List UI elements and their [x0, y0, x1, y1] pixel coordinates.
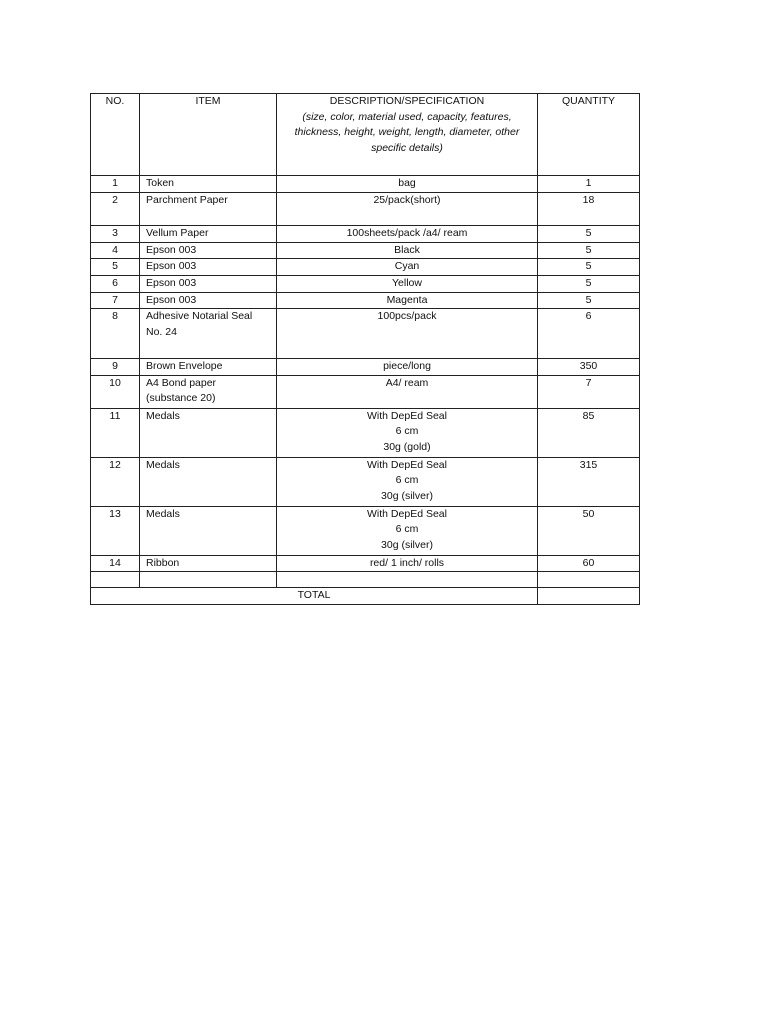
- table-row: [91, 292, 640, 309]
- blank-row: [91, 572, 640, 588]
- row-no: 12: [91, 457, 140, 506]
- row-no: 8: [91, 309, 140, 359]
- header-description-note: (size, color, material used, capacity, features, thickness, height, weight, length, diameter, other specific details): [294, 110, 520, 154]
- table-row: [91, 375, 640, 408]
- row-item: Adhesive Notarial Seal No. 24: [140, 309, 277, 359]
- row-item: Epson 003: [140, 259, 277, 276]
- row-description: piece/long: [277, 359, 538, 376]
- row-quantity: 7: [538, 375, 640, 408]
- row-no: 6: [91, 275, 140, 292]
- row-quantity: 350: [538, 359, 640, 376]
- row-quantity: 60: [538, 555, 640, 572]
- table-row: [91, 359, 640, 376]
- row-description: 25/pack(short): [277, 192, 538, 225]
- row-no: 4: [91, 242, 140, 259]
- header-description: [277, 94, 538, 176]
- row-no: 10: [91, 375, 140, 408]
- header-row: [91, 94, 640, 176]
- row-no: 9: [91, 359, 140, 376]
- row-description: With DepEd Seal 6 cm 30g (silver): [277, 457, 538, 506]
- row-quantity: 18: [538, 192, 640, 225]
- table-row: [91, 555, 640, 572]
- header-description-title: DESCRIPTION/SPECIFICATION: [329, 95, 485, 107]
- row-item: Medals: [140, 408, 277, 457]
- item-specification-table: [90, 93, 640, 605]
- row-description: Magenta: [277, 292, 538, 309]
- row-item: Token: [140, 176, 277, 193]
- row-item: Epson 003: [140, 275, 277, 292]
- table-body: [91, 176, 640, 572]
- row-no: 5: [91, 259, 140, 276]
- table-row: [91, 242, 640, 259]
- table-row: [91, 457, 640, 506]
- header-item: ITEM: [140, 94, 277, 176]
- row-item: Ribbon: [140, 555, 277, 572]
- row-no: 2: [91, 192, 140, 225]
- row-item: Epson 003: [140, 242, 277, 259]
- table-row: [91, 192, 640, 225]
- row-description: Yellow: [277, 275, 538, 292]
- row-item: Parchment Paper: [140, 192, 277, 225]
- row-no: 14: [91, 555, 140, 572]
- row-description: With DepEd Seal 6 cm 30g (gold): [277, 408, 538, 457]
- table-row: [91, 408, 640, 457]
- table-row: [91, 506, 640, 555]
- blank-cell: [91, 572, 140, 588]
- blank-cell: [277, 572, 538, 588]
- table-row: [91, 275, 640, 292]
- table-row: [91, 309, 640, 359]
- header-quantity: QUANTITY: [538, 94, 640, 176]
- total-row: [91, 588, 640, 605]
- row-quantity: 315: [538, 457, 640, 506]
- row-no: 11: [91, 408, 140, 457]
- row-quantity: 5: [538, 242, 640, 259]
- row-description: bag: [277, 176, 538, 193]
- row-quantity: 1: [538, 176, 640, 193]
- row-no: 1: [91, 176, 140, 193]
- row-item: Epson 003: [140, 292, 277, 309]
- row-quantity: 5: [538, 275, 640, 292]
- row-item: Vellum Paper: [140, 225, 277, 242]
- row-quantity: 5: [538, 225, 640, 242]
- total-quantity: [538, 588, 640, 605]
- blank-cell: [140, 572, 277, 588]
- row-item: Medals: [140, 506, 277, 555]
- row-description: With DepEd Seal 6 cm 30g (silver): [277, 506, 538, 555]
- row-description: Black: [277, 242, 538, 259]
- table-row: [91, 225, 640, 242]
- row-description: A4/ ream: [277, 375, 538, 408]
- row-quantity: 5: [538, 259, 640, 276]
- total-label: TOTAL: [91, 588, 538, 605]
- row-no: 7: [91, 292, 140, 309]
- row-description: red/ 1 inch/ rolls: [277, 555, 538, 572]
- table-row: [91, 176, 640, 193]
- row-description: 100pcs/pack: [277, 309, 538, 359]
- row-description: Cyan: [277, 259, 538, 276]
- header-no: NO.: [91, 94, 140, 176]
- table-row: [91, 259, 640, 276]
- row-quantity: 50: [538, 506, 640, 555]
- row-no: 13: [91, 506, 140, 555]
- row-quantity: 85: [538, 408, 640, 457]
- row-item: Brown Envelope: [140, 359, 277, 376]
- row-item: Medals: [140, 457, 277, 506]
- row-description: 100sheets/pack /a4/ ream: [277, 225, 538, 242]
- row-no: 3: [91, 225, 140, 242]
- row-quantity: 6: [538, 309, 640, 359]
- row-item: A4 Bond paper (substance 20): [140, 375, 277, 408]
- row-quantity: 5: [538, 292, 640, 309]
- blank-cell: [538, 572, 640, 588]
